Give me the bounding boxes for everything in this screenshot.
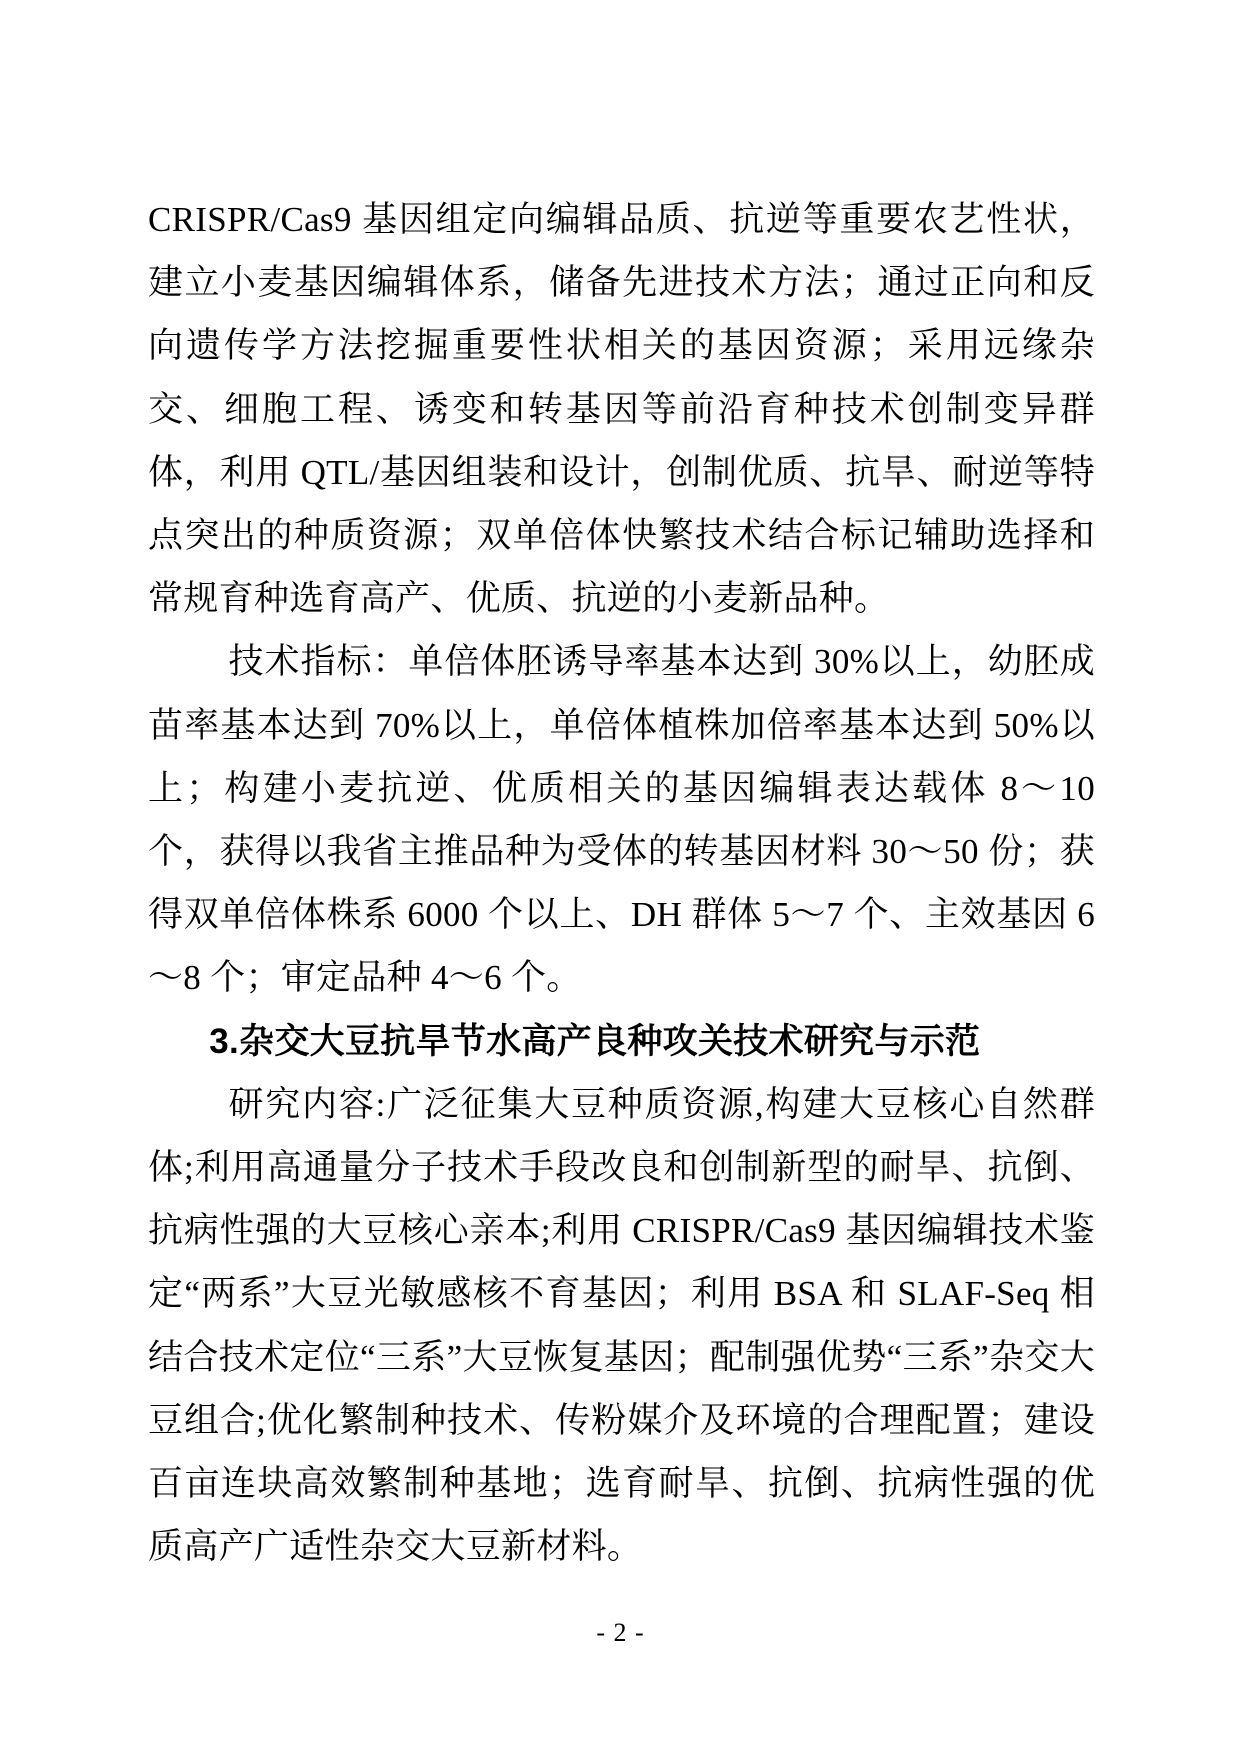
paragraph-wheat-continuation: CRISPR/Cas9 基因组定向编辑品质、抗逆等重要农艺性状，建立小麦基因编辑体系，储备先进技术方法；通过正向和反向遗传学方法挖掘重要性状相关的基因资源；采用远缘杂交、细胞工程、诱变和转基因等前沿育种技术创制变异群体，利用 QTL/基因组装和设计，创制优质、抗旱、耐逆等特点突出的种质资源；双单倍体快繁技术结合标记辅助选择和常规育种选育高产、优质、抗逆的小麦新品种。 bbox=[148, 200, 1095, 619]
paragraph-soybean-research-content: 研究内容:广泛征集大豆种质资源,构建大豆核心自然群体;利用高通量分子技术手段改良和创制新型的耐旱、抗倒、抗病性强的大豆核心亲本;利用 CRISPR/Cas9 基因编辑技术鉴定“两系”大豆光敏感核不育基因；利用 BSA 和 SLAF-Seq 相结合技术定位“三系”大豆恢复基因；配制强优势“三系”杂交大豆组合;优化繁制种技术、传粉媒介及环境的合理配置；建设百亩连块高效繁制种基地；选育耐旱、抗倒、抗病性强的优质高产广适性杂交大豆新材料。 bbox=[148, 1084, 1095, 1567]
page-number: - 2 - bbox=[596, 1618, 645, 1647]
page-footer bbox=[0, 1618, 1241, 1648]
section-heading-hybrid-soybean: 3.杂交大豆抗旱节水高产良种攻关技术研究与示范 bbox=[209, 1021, 981, 1061]
paragraph-wheat-technical-indicators: 技术指标：单倍体胚诱导率基本达到 30%以上，幼胚成苗率基本达到 70%以上，单倍体植株加倍率基本达到 50%以上；构建小麦抗逆、优质相关的基因编辑表达载体 8～10 个，获得以我省主推品种为受体的转基因材料 30～50 份；获得双单倍体株系 6000 个以上、DH 群体 5～7 个、主效基因 6～8 个；审定品种 4～6 个。 bbox=[148, 642, 1095, 998]
page-body bbox=[148, 188, 1095, 1578]
